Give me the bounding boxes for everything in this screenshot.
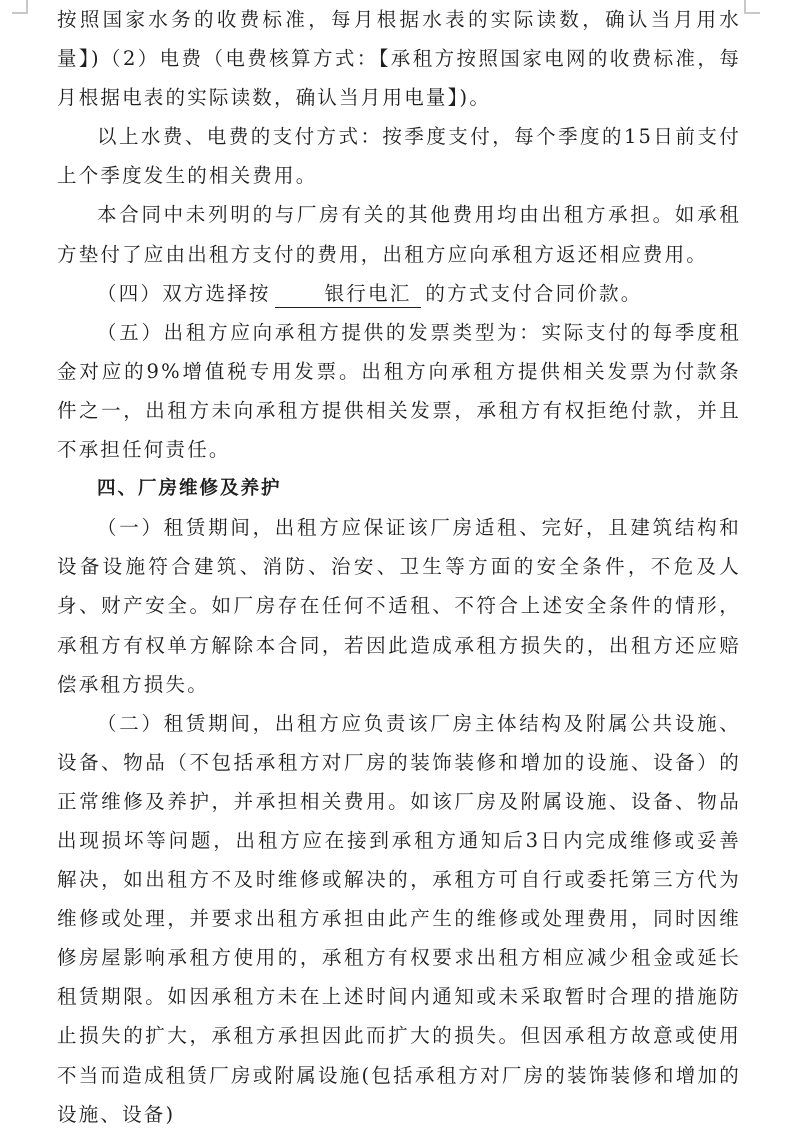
paragraph-invoice: （五）出租方应向承租方提供的发票类型为：实际支付的每季度租金对应的9%增值税专用发票。出租方向承租方提供相关发票为付款条件之一，出租方未向承租方提供相关发票，承租方有权拒绝付款，并且不承担任何责任。 — [57, 320, 741, 462]
payment-channel-field: 银行电汇 — [275, 281, 422, 308]
paragraph-maintenance-1: （一）租赁期间，出租方应保证该厂房适租、完好，且建筑结构和设备设施符合建筑、消防、治安、卫生等方面的安全条件，不危及人身、财产安全。如厂房存在任何不适租、不符合上述安全条件的情形，承租方有权单方解除本合同，若因此造成承租方损失的，出租方还应赔偿承租方损失。 — [57, 516, 741, 696]
paragraph-payment-channel — [57, 274, 741, 313]
crop-mark-top-right-h — [746, 12, 760, 14]
paragraph-maintenance-2: （二）租赁期间，出租方应负责该厂房主体结构及附属公共设施、设备、物品（不包括承租方对厂房的装饰装修和增加的设施、设备）的正常维修及养护，并承担相关费用。如该厂房及附属设施、设备、物品出现损坏等问题，出租方应在接到承租方通知后3日内完成维修或妥善解决，如出租方不及时维修或解决的，承租方可自行或委托第三方代为维修或处理，并要求出租方承担由此产生的维修或处理费用，同时因维修房屋影响承租方使用的，承租方有权要求出租方相应减少租金或延长租赁期限。如因承租方未在上述时间内通知或未采取暂时合理的措施防止损失的扩大，承租方承担因此而扩大的损失。但因承租方故意或使用不当而造成租赁厂房或附属设施(包括承租方对厂房的装饰装修和增加的设施、设备) — [57, 711, 741, 1126]
payment-channel-prefix: （四）双方选择按 — [97, 281, 271, 305]
paragraph-payment-method: 以上水费、电费的支付方式：按季度支付，每个季度的15日前支付上个季度发生的相关费用。 — [57, 125, 741, 188]
payment-channel-suffix: 的方式支付合同价款。 — [425, 281, 643, 305]
section-heading-maintenance: 四、厂房维修及养护 — [97, 478, 282, 500]
document-body — [57, 0, 741, 1134]
paragraph-water-electric-fee: 按照国家水务的收费标准，每月根据水表的实际读数，确认当月用水量】)（2）电费（电费核算方式：【承租方按照国家电网的收费标准，每月根据电表的实际读数，确认当月用电量】)。 — [57, 8, 741, 110]
crop-mark-top-left — [26, 0, 28, 14]
crop-mark-top-left-h — [12, 12, 26, 14]
paragraph-other-fees: 本合同中未列明的与厂房有关的其他费用均由出租方承担。如承租方垫付了应由出租方支付的费用，出租方应向承租方返还相应费用。 — [57, 203, 741, 266]
